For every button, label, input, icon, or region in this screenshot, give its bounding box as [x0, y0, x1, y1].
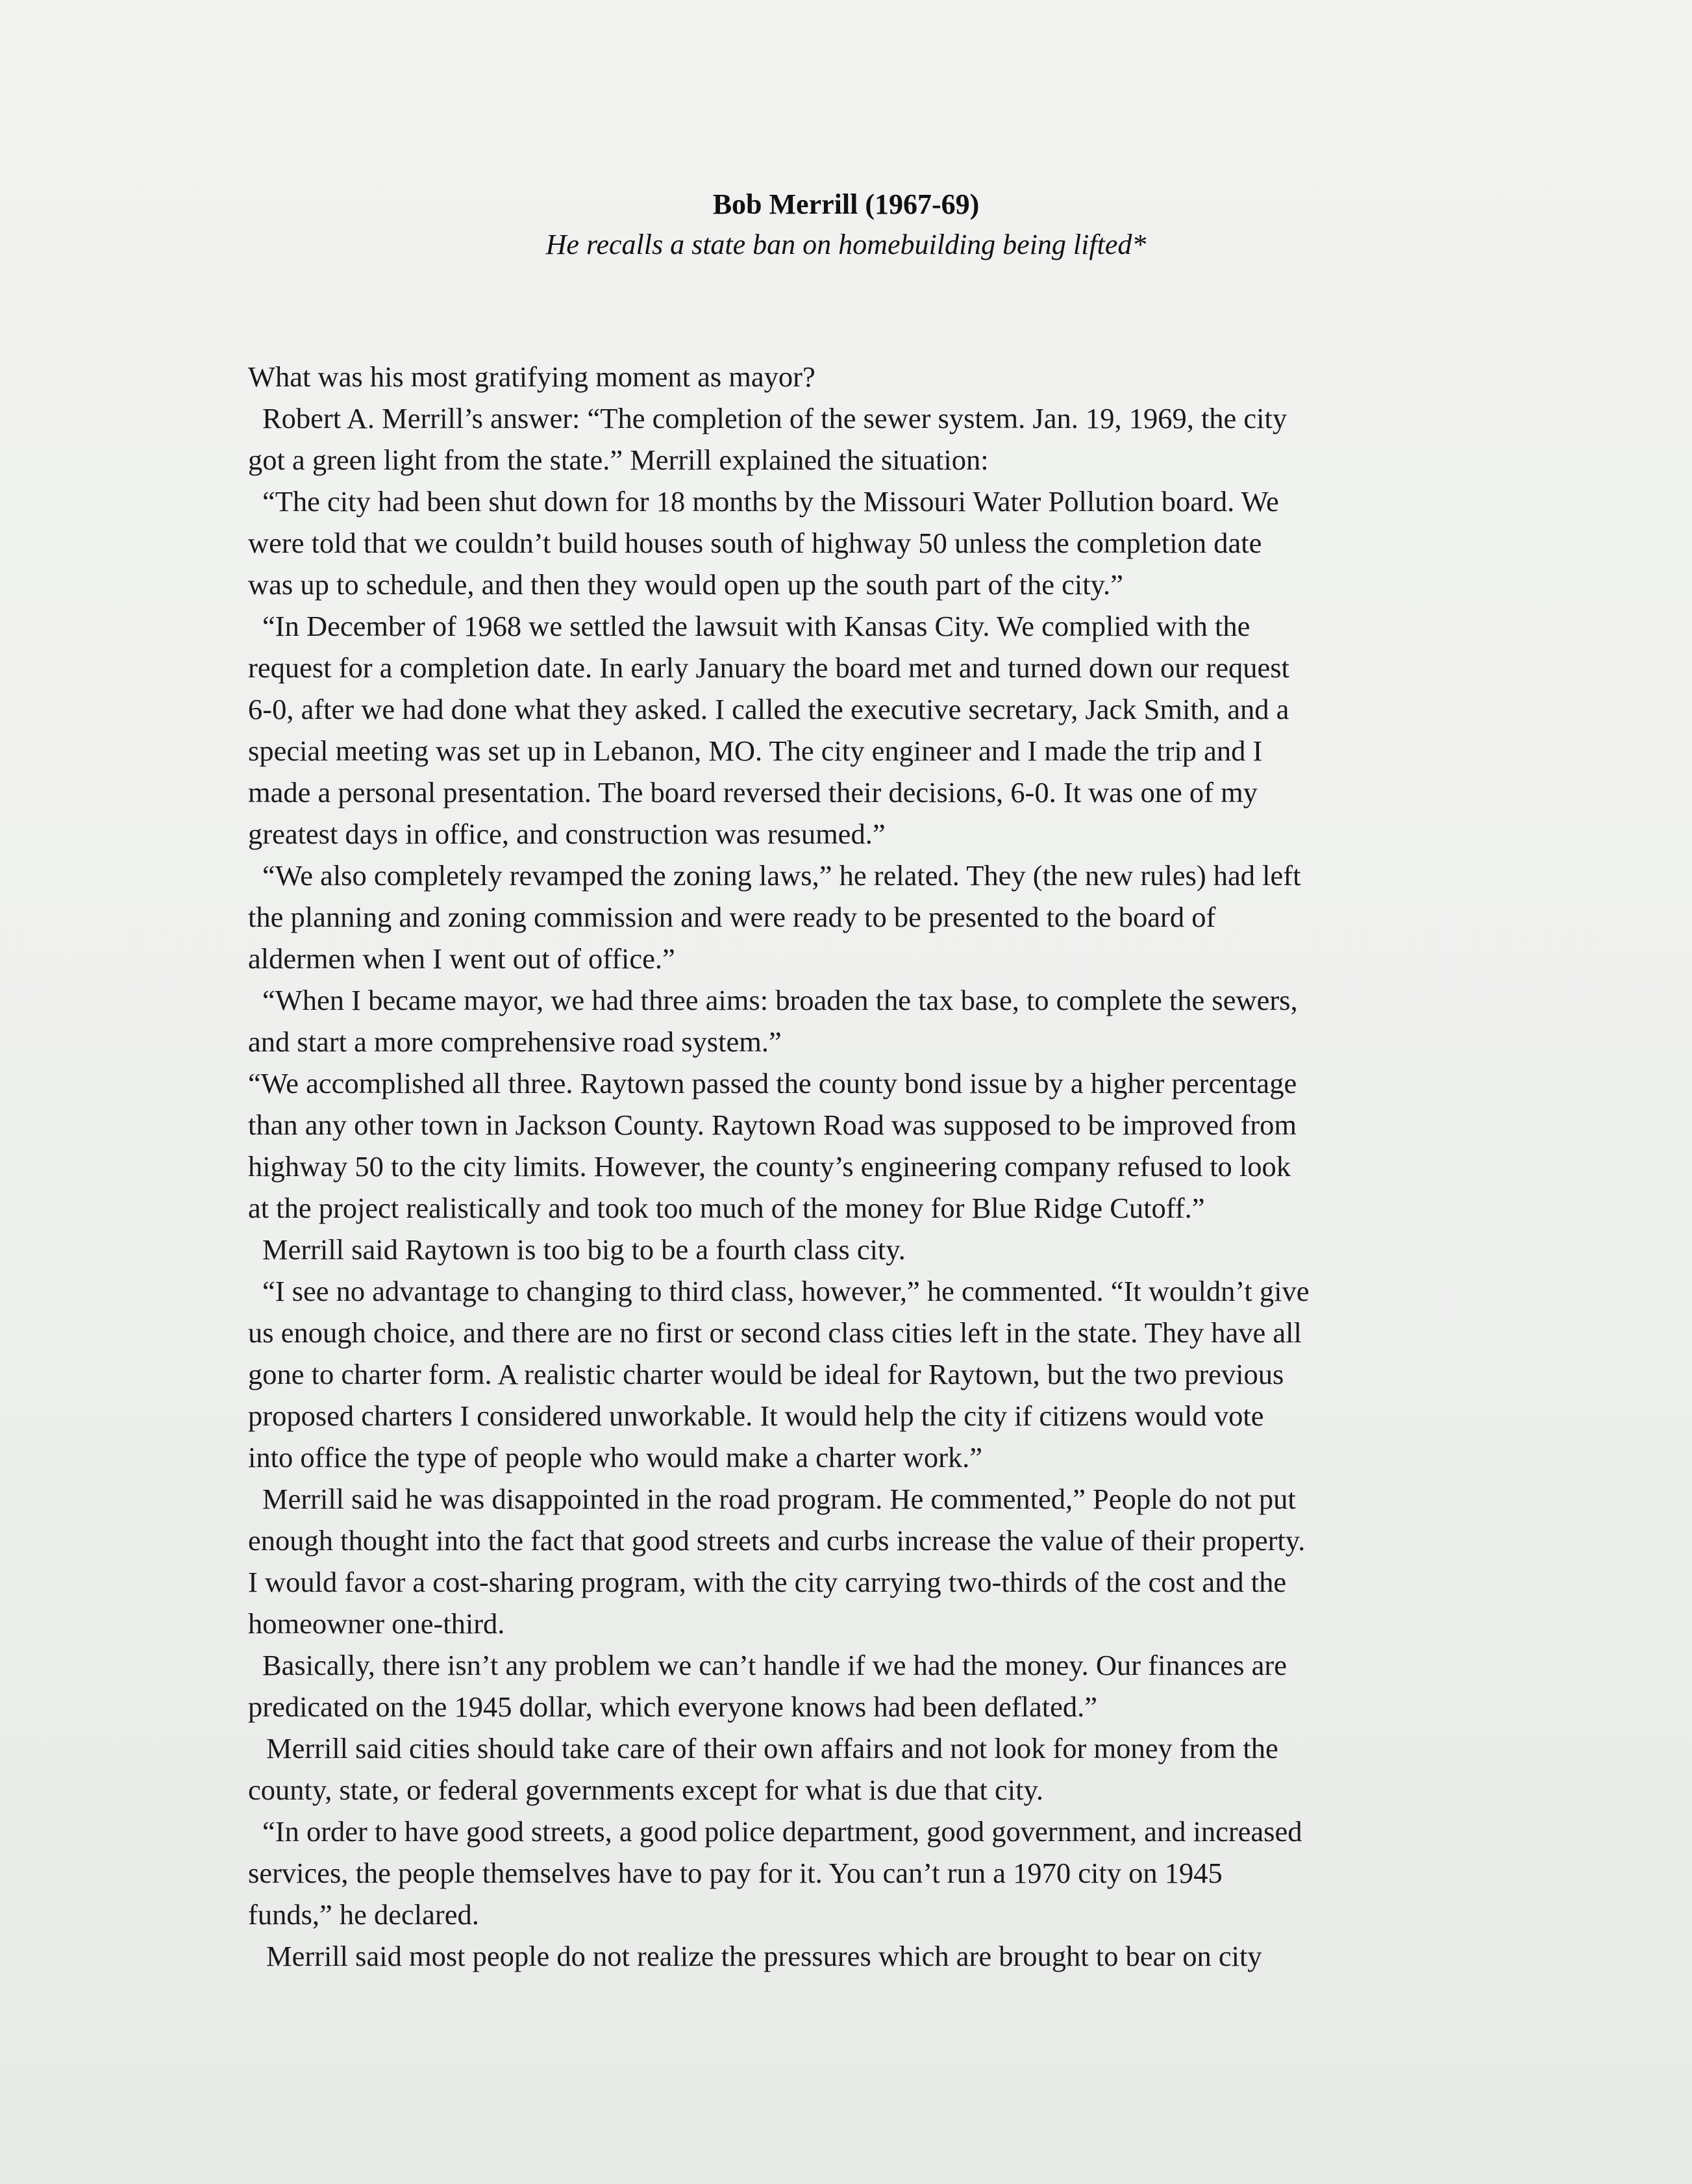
text-line: gone to charter form. A realistic charter would be ideal for Raytown, but the two previous [248, 1358, 1284, 1390]
text-line: “When I became mayor, we had three aims: broaden the tax base, to complete the sewers, [262, 984, 1298, 1016]
text-line: were told that we couldn’t build houses south of highway 50 unless the completion date [248, 527, 1262, 559]
text-line: Merrill said he was disappointed in the road program. He commented,” People do not put [262, 1483, 1296, 1515]
page-title: Bob Merrill (1967-69) [712, 188, 980, 220]
text-line: special meeting was set up in Lebanon, MO. The city engineer and I made the trip and I [248, 734, 1263, 767]
text-line: “I see no advantage to changing to third class, however,” he commented. “It wouldn’t give [262, 1275, 1310, 1307]
text-line: funds,” he declared. [248, 1898, 479, 1931]
text-line: Merrill said most people do not realize the pressures which are brought to bear on city [266, 1940, 1262, 1972]
text-line: proposed charters I considered unworkable. It would help the city if citizens would vote [248, 1400, 1264, 1432]
text-line: greatest days in office, and construction was resumed.” [248, 818, 886, 850]
text-line: “We also completely revamped the zoning laws,” he related. They (the new rules) had left [262, 859, 1301, 892]
text-line: highway 50 to the city limits. However, the county’s engineering company refused to look [248, 1150, 1291, 1183]
page-subtitle: He recalls a state ban on homebuilding being lifted* [545, 229, 1147, 260]
text-line: “We accomplished all three. Raytown passed the county bond issue by a higher percentage [248, 1067, 1297, 1099]
text-line: Basically, there isn’t any problem we can’t handle if we had the money. Our finances are [262, 1649, 1287, 1681]
text-line: aldermen when I went out of office.” [248, 942, 675, 975]
text-line: I would favor a cost-sharing program, with the city carrying two-thirds of the cost and the [248, 1566, 1287, 1598]
text-line: got a green light from the state.” Merrill explained the situation: [248, 444, 989, 476]
text-line: us enough choice, and there are no first or second class cities left in the state. They have all [248, 1316, 1302, 1349]
text-line: request for a completion date. In early January the board met and turned down our request [248, 651, 1289, 684]
text-line: 6-0, after we had done what they asked. I called the executive secretary, Jack Smith, and a [248, 693, 1289, 725]
text-line: services, the people themselves have to pay for it. You can’t run a 1970 city on 1945 [248, 1857, 1223, 1889]
article-body [248, 356, 1469, 1977]
text-line: Robert A. Merrill’s answer: “The completion of the sewer system. Jan. 19, 1969, the city [262, 402, 1288, 434]
text-line: “In December of 1968 we settled the lawsuit with Kansas City. We complied with the [262, 610, 1250, 642]
text-line: “In order to have good streets, a good police department, good government, and increased [262, 1815, 1302, 1848]
text-line: enough thought into the fact that good streets and curbs increase the value of their property. [248, 1524, 1306, 1557]
text-line: county, state, or federal governments except for what is due that city. [248, 1774, 1043, 1806]
text-line: the planning and zoning commission and were ready to be presented to the board of [248, 901, 1216, 933]
text-line: than any other town in Jackson County. Raytown Road was supposed to be improved from [248, 1109, 1297, 1141]
text-line: into office the type of people who would make a charter work.” [248, 1441, 983, 1474]
text-line: What was his most gratifying moment as mayor? [248, 360, 815, 393]
text-line: “The city had been shut down for 18 months by the Missouri Water Pollution board. We [262, 485, 1279, 518]
text-line: predicated on the 1945 dollar, which everyone knows had been deflated.” [248, 1690, 1098, 1723]
text-line: and start a more comprehensive road system.” [248, 1025, 782, 1058]
text-line: Merrill said cities should take care of their own affairs and not look for money from the [266, 1732, 1278, 1764]
text-line: Merrill said Raytown is too big to be a fourth class city. [262, 1233, 906, 1266]
header-block [0, 185, 1692, 264]
text-line: homeowner one-third. [248, 1607, 505, 1640]
text-line: at the project realistically and took too much of the money for Blue Ridge Cutoff.” [248, 1192, 1205, 1224]
text-line: made a personal presentation. The board reversed their decisions, 6-0. It was one of my [248, 776, 1258, 809]
text-line: was up to schedule, and then they would open up the south part of the city.” [248, 568, 1123, 601]
